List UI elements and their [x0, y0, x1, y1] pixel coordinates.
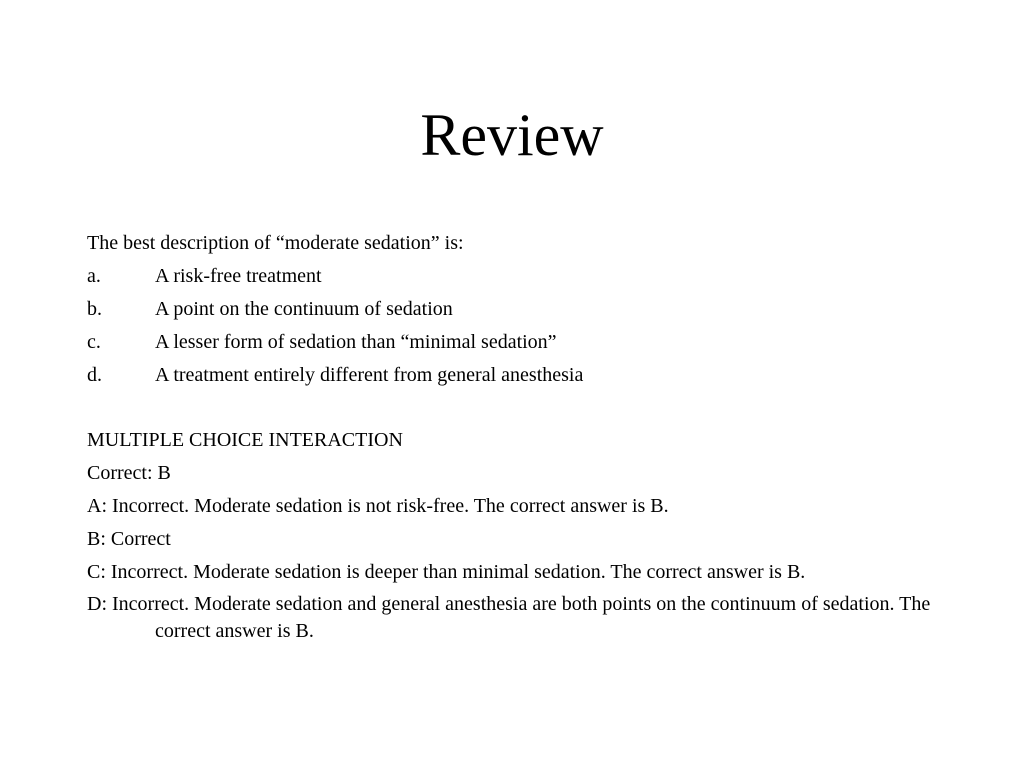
- spacer: [87, 394, 967, 426]
- option-c: [87, 328, 967, 361]
- option-text: A lesser form of sedation than “minimal sedation”: [155, 331, 557, 353]
- feedback-a: A: Incorrect. Moderate sedation is not risk-free. The correct answer is B.: [87, 495, 669, 517]
- feedback-d: D: Incorrect. Moderate sedation and general anesthesia are both points on the continuum of sedation. The correct answer is B.: [87, 593, 931, 642]
- question-text: The best description of “moderate sedation” is:: [87, 232, 464, 254]
- option-letter: d.: [87, 364, 102, 386]
- option-a: [87, 262, 967, 295]
- feedback-b: B: Correct: [87, 528, 171, 550]
- interaction-type: MULTIPLE CHOICE INTERACTION: [87, 429, 403, 451]
- correct-answer: Correct: B: [87, 462, 171, 484]
- option-letter: b.: [87, 298, 102, 320]
- option-text: A treatment entirely different from general anesthesia: [155, 364, 584, 386]
- option-b: [87, 295, 967, 328]
- option-letter: c.: [87, 331, 101, 353]
- option-text: A risk-free treatment: [155, 265, 322, 287]
- option-text: A point on the continuum of sedation: [155, 298, 453, 320]
- feedback-c: C: Incorrect. Moderate sedation is deeper than minimal sedation. The correct answer is B.: [87, 561, 806, 583]
- option-letter: a.: [87, 265, 101, 287]
- slide-body: [87, 229, 967, 642]
- option-d: [87, 361, 967, 394]
- slide-title: Review: [420, 102, 604, 168]
